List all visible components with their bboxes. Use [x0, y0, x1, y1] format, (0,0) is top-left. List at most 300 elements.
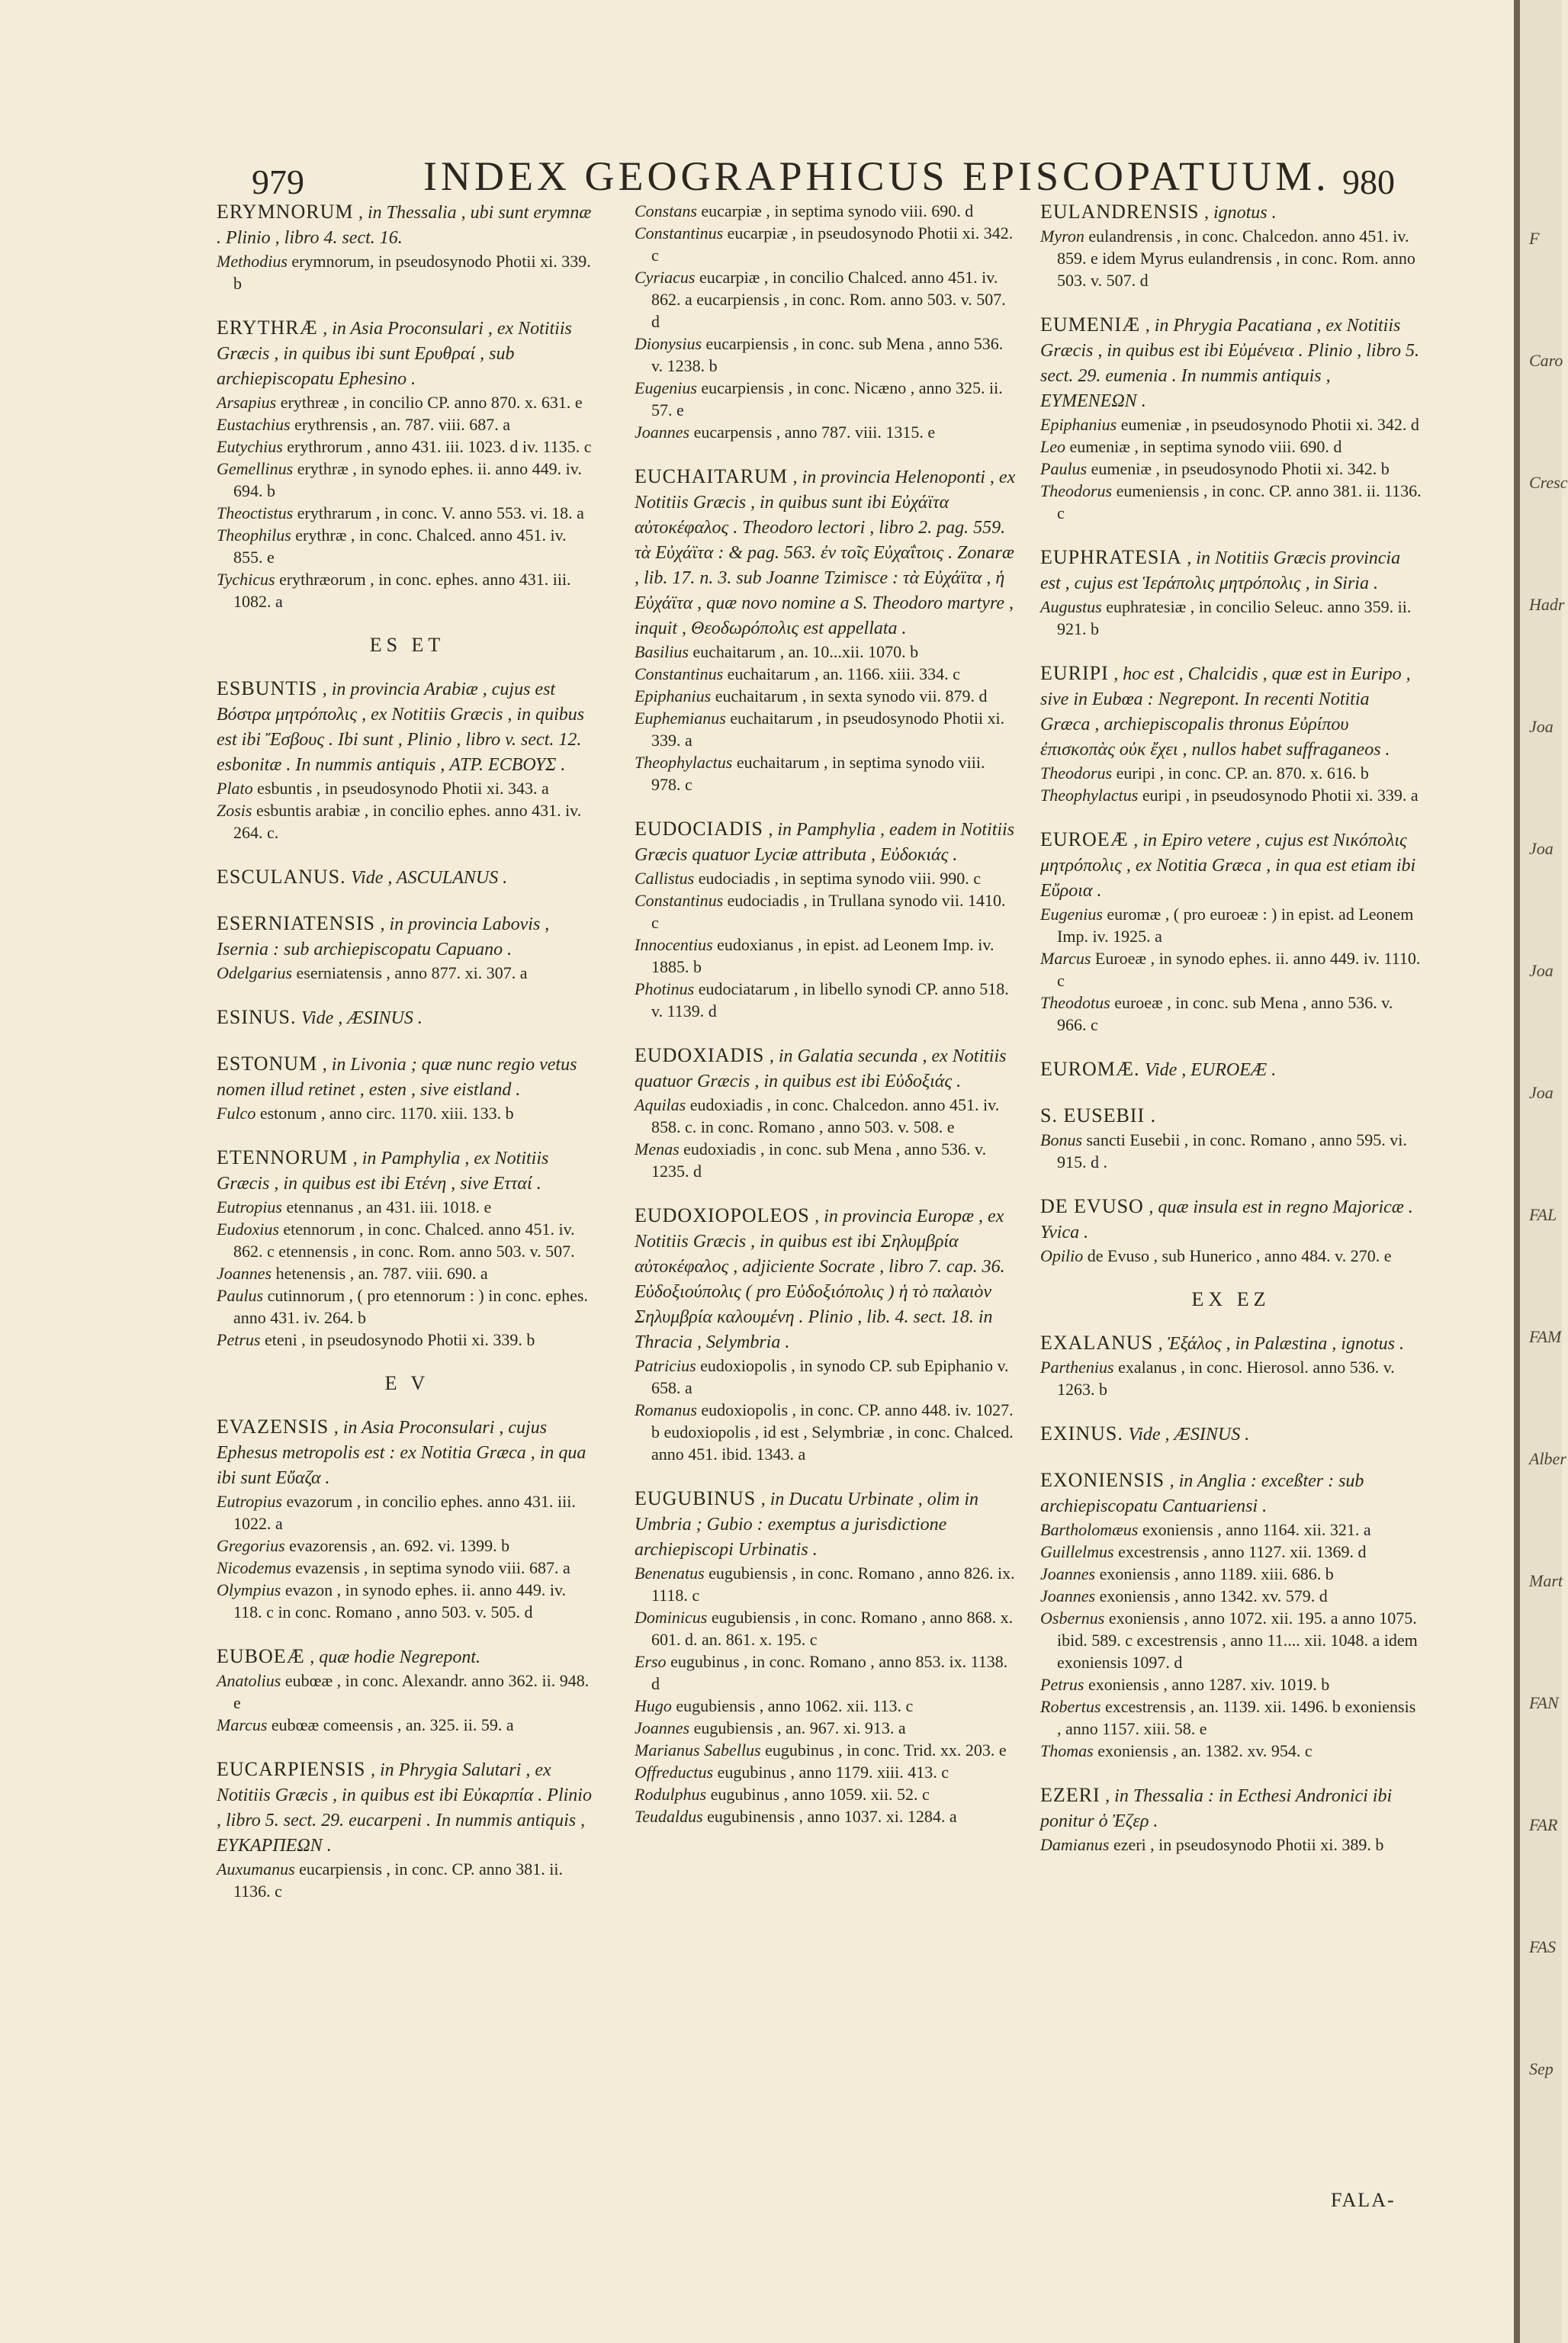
bishop-line [1040, 1563, 1422, 1585]
entry-heading [217, 200, 598, 250]
citation: eucarpiæ , in septima synodo viii. 690. d [701, 201, 974, 220]
section-letters: ES ET [369, 634, 445, 656]
index-entry [217, 1757, 598, 1902]
bishop-name: Olympius [217, 1580, 281, 1599]
see-name: ETENNORUM [217, 1146, 349, 1168]
see-name: EUBOEÆ [217, 1645, 305, 1667]
bishop-name: Paulus [1040, 459, 1088, 478]
entry-heading [1040, 1057, 1422, 1082]
see-name: EXONIENSIS [1040, 1469, 1165, 1491]
bishop-line [217, 1284, 598, 1329]
citation: eugubinensis , anno 1037. xi. 1284. a [707, 1807, 957, 1826]
bishop-name: Eutropius [217, 1492, 282, 1511]
bishop-line [635, 222, 1016, 266]
citation: eucarpiæ , in concilio Chalced. anno 451. iv. 862. a eucarpiensis , in conc. Rom. anno 503. v. 507. d [651, 268, 1006, 331]
bishop-name: Marcus [1040, 949, 1091, 968]
bishop-name: Theophylactus [635, 753, 733, 772]
see-description: , in Phrygia Salutari , ex Notitiis Græcis , in quibus est ibi Εὐκαρπία . Plinio , libro 5. sect. 29. eucarpeni . In nummis antiquis , ΕΥΚΑΡΠΕΩΝ . [217, 1760, 592, 1856]
bishop-name: Joannes [217, 1264, 272, 1283]
bishop-name: Nicodemus [217, 1558, 291, 1577]
bishop-line [635, 1562, 1016, 1606]
bishop-line [217, 1329, 598, 1351]
index-entry [635, 1486, 1016, 1827]
citation: eudoxiopolis , in conc. CP. anno 448. iv. 1027. b eudoxiopolis , id est , Selymbriæ , in conc. Chalced. anno 451. ibid. 1343. a [651, 1400, 1014, 1464]
citation: evazon , in synodo ephes. ii. anno 449. iv. 118. c in conc. Romano , anno 503. v. 505. d [233, 1580, 567, 1621]
bishop-line [635, 978, 1016, 1022]
citation: erythræ , in synodo ephes. ii. anno 449. iv. 694. b [233, 459, 582, 500]
facing-page-fragment: F [1529, 229, 1540, 248]
bishop-name: Theodorus [1040, 763, 1113, 783]
bishop-name: Bartholomæus [1040, 1520, 1139, 1539]
bishop-line [217, 458, 598, 502]
see-description: , in Galatia secunda , ex Notitiis quatuor Græcis , in quibus est ibi Εὐδοξιάς . [635, 1046, 1007, 1091]
bishop-line [635, 889, 1016, 934]
section-letters: EX EZ [1191, 1288, 1271, 1310]
see-name: ERYMNORUM [217, 201, 354, 223]
bishop-name: Arsapius [217, 393, 277, 412]
index-entry [1040, 1783, 1422, 1856]
see-description: , in Thessalia : in Ecthesi Andronici ibi ponitur ὁ Ἐζερ . [1040, 1786, 1393, 1831]
bishop-name: Leo [1040, 437, 1065, 456]
bishop-line [635, 1650, 1016, 1695]
bishop-name: Guillelmus [1040, 1542, 1114, 1561]
citation: euchaitarum , in septima synodo viii. 978. c [651, 753, 985, 794]
bishop-name: Patricius [635, 1356, 696, 1375]
see-name: EVAZENSIS [217, 1416, 329, 1438]
bishop-line [1040, 1585, 1422, 1607]
bishop-name: Odelgarius [217, 963, 292, 982]
index-entry [1040, 200, 1422, 291]
bishop-name: Menas [635, 1139, 680, 1159]
entry-heading [217, 1415, 598, 1490]
index-entry [1040, 828, 1422, 1036]
bishop-line [1040, 947, 1422, 992]
citation: eucarpiensis , in conc. Nicæno , anno 325. ii. 57. e [651, 378, 1003, 419]
bishop-line [635, 867, 1016, 889]
bishop-name: Basilius [635, 642, 689, 661]
bishop-name: Photinus [635, 979, 695, 998]
index-entry [635, 200, 1016, 443]
see-name: EUROMÆ. [1040, 1058, 1140, 1080]
bishop-line [1040, 1356, 1422, 1400]
citation: erymnorum, in pseudosynodo Photii xi. 339. b [233, 252, 591, 293]
index-entry [1040, 1057, 1422, 1082]
bishop-name: Benenatus [635, 1564, 705, 1583]
bishop-line [217, 391, 598, 413]
facing-page-fragment: Caro [1529, 351, 1563, 370]
see-description: , Ἐξάλος , in Palæstina , ignotus . [1158, 1334, 1404, 1354]
see-description: , in Asia Proconsulari , cujus Ephesus metropolis est : ex Notitia Græca , in qua ibi sunt Εὔαζα . [217, 1418, 586, 1488]
index-entry [1040, 313, 1422, 524]
bishop-line [1040, 762, 1422, 784]
bishop-line [217, 1196, 598, 1218]
see-name: ESERNIATENSIS [217, 912, 376, 934]
bishop-line [217, 1670, 598, 1714]
citation: eudociadis , in Trullana synodo vii. 1410. c [651, 891, 1006, 932]
facing-page-fragment: FAR [1529, 1815, 1558, 1834]
bishop-name: Fulco [217, 1104, 256, 1123]
bishop-name: Petrus [217, 1330, 261, 1349]
entry-heading [1040, 828, 1422, 903]
bishop-line [217, 502, 598, 524]
bishop-line [1040, 1607, 1422, 1673]
citation: ezeri , in pseudosynodo Photii xi. 389. b [1113, 1835, 1384, 1854]
bishop-line [1040, 1673, 1422, 1695]
citation: eucarpiæ , in pseudosynodo Photii xi. 342. c [651, 223, 1014, 265]
facing-page-fragment: FAM [1529, 1327, 1562, 1346]
bishop-line [635, 421, 1016, 443]
entry-heading [1040, 1783, 1422, 1834]
index-entry [217, 1005, 598, 1030]
bishop-name: Joannes [635, 1718, 690, 1737]
entry-heading [217, 316, 598, 391]
citation: euroeæ , in conc. sub Mena , anno 536. v. 966. c [1057, 993, 1393, 1034]
bishop-name: Euphemianus [635, 709, 726, 728]
bishop-name: Thomas [1040, 1741, 1094, 1760]
citation: euphratesiæ , in concilio Seleuc. anno 359. ii. 921. b [1057, 597, 1412, 638]
facing-page-fragment: Sep [1529, 2059, 1554, 2078]
bishop-line [635, 1761, 1016, 1783]
see-name: ESCULANUS. [217, 866, 346, 888]
see-description: , in Ducatu Urbinate , olim in Umbria ; Gubio : exemptus a jurisdictione archiepiscopi Urbinatis . [635, 1490, 979, 1560]
index-entry [635, 1204, 1016, 1465]
citation: eumeniæ , in septima synodo viii. 690. d [1069, 437, 1342, 456]
facing-page-fragment: Alber [1529, 1449, 1566, 1468]
see-name: EURIPI [1040, 662, 1109, 684]
bishop-name: Eutychius [217, 437, 283, 456]
index-entry [1040, 1468, 1422, 1762]
citation: eserniatensis , anno 877. xi. 307. a [296, 963, 528, 982]
bishop-name: Gregorius [217, 1536, 285, 1555]
bishop-name: Rodulphus [635, 1785, 707, 1804]
see-name: ESBUNTIS [217, 677, 318, 699]
bishop-name: Theophilus [217, 525, 291, 545]
citation: eucarpiensis , in conc. CP. anno 381. ii. 1136. c [233, 1859, 563, 1901]
citation: eucarpiensis , in conc. sub Mena , anno 536. v. 1238. b [651, 334, 1004, 375]
see-name: EUDOCIADIS [635, 818, 763, 840]
bishop-name: Gemellinus [217, 459, 294, 478]
bishop-line [1040, 596, 1422, 640]
citation: eugubiensis , in conc. Romano , anno 868. x. 601. d. an. 861. x. 195. c [651, 1608, 1014, 1649]
bishop-name: Eutropius [217, 1197, 282, 1216]
see-name: EULANDRENSIS [1040, 201, 1200, 223]
see-name: ESINUS. [217, 1006, 297, 1028]
see-description: , in Pamphylia , eadem in Notitiis Græcis quatuor Lyciæ attributa , Εὐδοκιάς . [635, 820, 1015, 865]
see-description: Vide , ÆSINUS . [301, 1008, 423, 1028]
book-gutter [1514, 0, 1520, 2343]
citation: eugubinus , in conc. Trid. xx. 203. e [765, 1740, 1007, 1760]
bishop-name: Epiphanius [1040, 415, 1117, 434]
entry-heading [217, 1005, 598, 1030]
bishop-line [635, 1399, 1016, 1465]
see-name: S. EUSEBII . [1040, 1104, 1157, 1127]
bishop-line [1040, 1740, 1422, 1762]
see-description: , in provincia Labovis , Isernia : sub archiepiscopatu Capuano . [217, 914, 550, 959]
see-name: EUCHAITARUM [635, 465, 789, 487]
see-name: ESTONUM [217, 1053, 318, 1075]
citation: exoniensis , anno 1189. xiii. 686. b [1099, 1564, 1334, 1583]
catchword: FALA- [1331, 2189, 1396, 2211]
bishop-name: Petrus [1040, 1675, 1084, 1694]
bishop-name: Parthenius [1040, 1358, 1114, 1377]
entry-heading [1040, 545, 1422, 596]
bishop-line [217, 1262, 598, 1284]
facing-page-fragment: FAL [1529, 1205, 1557, 1224]
facing-page-edge [1520, 0, 1568, 2343]
bishop-line [217, 1218, 598, 1262]
page-number-right: 980 [1342, 162, 1395, 201]
index-entry [1040, 1194, 1422, 1267]
citation: eucarpensis , anno 787. viii. 1315. e [693, 423, 936, 442]
citation: cutinnorum , ( pro etennorum : ) in conc. ephes. anno 431. iv. 264. b [233, 1286, 588, 1327]
entry-heading [635, 1486, 1016, 1562]
citation: eugubinus , anno 1179. xiii. 413. c [717, 1763, 949, 1782]
bishop-line [1040, 1129, 1422, 1173]
entry-heading [1040, 1468, 1422, 1519]
see-description: , quæ hodie Negrepont. [310, 1647, 481, 1667]
entry-heading [635, 1204, 1016, 1355]
running-title: INDEX GEOGRAPHICUS EPISCOPATUUM. [423, 153, 1330, 199]
index-entry [217, 677, 598, 844]
citation: erythreæ , in concilio CP. anno 870. x. 631. e [280, 393, 583, 412]
see-name: EXINUS. [1040, 1422, 1123, 1445]
index-entry [217, 911, 598, 984]
see-name: EUDOXIOPOLEOS [635, 1204, 810, 1226]
bishop-name: Joannes [1040, 1586, 1096, 1605]
bishop-line [1040, 458, 1422, 480]
bishop-line [635, 1138, 1016, 1182]
citation: sancti Eusebii , in conc. Romano , anno 595. vi. 915. d . [1057, 1130, 1407, 1172]
index-entry [217, 316, 598, 612]
bishop-line [217, 1858, 598, 1902]
bishop-line [217, 777, 598, 799]
entry-heading [635, 464, 1016, 641]
citation: de Evuso , sub Hunerico , anno 484. v. 270. e [1087, 1246, 1392, 1265]
entry-heading [1040, 1194, 1422, 1245]
citation: esbuntis arabiæ , in concilio ephes. anno 431. iv. 264. c. [233, 801, 582, 842]
bishop-line [217, 250, 598, 294]
bishop-line [1040, 1245, 1422, 1267]
bishop-name: Hugo [635, 1696, 672, 1715]
index-entry [217, 1146, 598, 1351]
citation: euchaitarum , an. 1166. xiii. 334. c [727, 664, 960, 683]
see-description: Vide , ASCULANUS . [351, 868, 508, 888]
see-description: , quæ insula est in regno Majoricæ . Yvica . [1040, 1197, 1413, 1242]
index-entry [1040, 1104, 1422, 1173]
bishop-line [635, 200, 1016, 222]
citation: eudoxiadis , in conc. Chalcedon. anno 451. iv. 858. c. in conc. Romano , anno 503. v. 508. e [651, 1095, 1000, 1136]
see-description: , in provincia Arabiæ , cujus est Βόστρα μητρόπολις , ex Notitiis Græcis , in quibus est ibi Ἔσβους . Ibi sunt , Plinio , libro v. sect. 12. esbonitæ . In nummis antiquis , ΑΤΡ. ΕСΒΟΥΣ . [217, 680, 585, 775]
citation: eumeniensis , in conc. CP. anno 381. ii. 1136. c [1057, 481, 1422, 522]
index-column-3 [1040, 200, 1422, 1877]
citation: eubœæ comeensis , an. 325. ii. 59. a [271, 1715, 514, 1734]
bishop-name: Epiphanius [635, 686, 712, 705]
see-description: , in Thessalia , ubi sunt erymnæ . Plinio , libro 4. sect. 16. [217, 203, 592, 248]
citation: Euroeæ , in synodo ephes. ii. anno 449. iv. 1110. c [1057, 949, 1421, 990]
citation: esbuntis , in pseudosynodo Photii xi. 343. a [257, 779, 549, 798]
entry-heading [217, 865, 598, 890]
bishop-name: Callistus [635, 869, 695, 888]
entry-heading [1040, 1331, 1422, 1356]
bishop-name: Plato [217, 779, 253, 798]
citation: erythrorum , anno 431. iii. 1023. d iv. 1135. c [287, 437, 592, 456]
bishop-line [217, 1714, 598, 1736]
see-name: EUCARPIENSIS [217, 1758, 366, 1780]
bishop-line [1040, 225, 1422, 291]
see-description: , in Epiro vetere , cujus est Νικόπολις μητρόπολις , ex Notitia Græca , in qua est etiam ibi Εὔροια . [1040, 831, 1416, 901]
bishop-line [217, 568, 598, 612]
bishop-name: Marcus [217, 1715, 268, 1734]
entry-heading [635, 1043, 1016, 1094]
bishop-name: Robertus [1040, 1697, 1101, 1716]
citation: etennanus , an 431. iii. 1018. e [286, 1197, 492, 1216]
citation: erythræ , in conc. Chalced. anno 451. iv. 855. e [233, 525, 567, 567]
entry-heading [217, 1052, 598, 1102]
bishop-name: Paulus [217, 1286, 264, 1305]
index-entry [217, 1415, 598, 1623]
bishop-line [635, 1805, 1016, 1827]
bishop-line [635, 377, 1016, 421]
citation: eudoxiopolis , in synodo CP. sub Epiphanio v. 658. a [651, 1356, 1009, 1397]
entry-heading [217, 1757, 598, 1858]
facing-page-fragment: FAN [1529, 1693, 1559, 1712]
bishop-name: Osbernus [1040, 1609, 1105, 1628]
citation: exoniensis , anno 1342. xv. 579. d [1099, 1586, 1328, 1605]
bishop-line [635, 266, 1016, 333]
citation: erythrensis , an. 787. viii. 687. a [294, 415, 510, 434]
see-description: , in Phrygia Pacatiana , ex Notitiis Græcis , in quibus est ibi Εὐμένεια . Plinio , libro 5. sect. 29. eumenia . In nummis antiquis , ΕΥΜΕΝΕΩΝ . [1040, 316, 1420, 411]
entry-heading [217, 911, 598, 962]
bishop-name: Augustus [1040, 597, 1102, 616]
see-description: , in provincia Europæ , ex Notitiis Græcis , in quibus est ibi Σηλυμβρία αὐτοκέφαλος , adjiciente Socrate , libro 7. cap. 36. Εὐδοξιούπολις ( pro Εὐδοξιόπολις ) ἡ τὸ παλαιὸν Σηλυμβρία καλουμένη . Plinio , lib. 4. sect. 18. in Thracia , Selymbria . [635, 1207, 1005, 1352]
bishop-name: Constantinus [635, 223, 724, 243]
citation: eugubiensis , an. 967. xi. 913. a [693, 1718, 906, 1737]
citation: exoniensis , anno 1072. xii. 195. a anno 1075. ibid. 589. c excestrensis , anno 11.... xii. 1048. a idem exoniensis 1097. d [1057, 1609, 1418, 1672]
citation: exalanus , in conc. Hierosol. anno 536. v. 1263. b [1057, 1358, 1395, 1399]
bishop-line [635, 333, 1016, 377]
index-entry [1040, 1422, 1422, 1447]
bishop-name: Aquilas [635, 1095, 686, 1114]
citation: estonum , anno circ. 1170. xiii. 133. b [259, 1104, 514, 1123]
citation: excestrensis , anno 1127. xii. 1369. d [1118, 1542, 1367, 1561]
citation: eumeniæ , in pseudosynodo Photii xi. 342. d [1120, 415, 1419, 434]
citation: exoniensis , anno 1164. xii. 321. a [1142, 1520, 1371, 1539]
bishop-name: Bonus [1040, 1130, 1082, 1149]
bishop-name: Myron [1040, 227, 1084, 246]
bishop-line [635, 1783, 1016, 1805]
index-entry [635, 1043, 1016, 1182]
bishop-line [1040, 992, 1422, 1036]
bishop-name: Theoctistus [217, 503, 294, 522]
bishop-line [217, 435, 598, 458]
entry-heading [217, 677, 598, 777]
see-description: , hoc est , Chalcidis , quæ est in Euripo , sive in Eubœa : Negrepont. In recenti Notitia Græca , archiepiscopalis thronus Εὐρίπου ἐπισκοπὰς οὐκ ἔχει , nullos habet suffraganeos . [1040, 664, 1411, 760]
see-name: EXALANUS [1040, 1332, 1154, 1354]
citation: eudociadis , in septima synodo viii. 990. c [698, 869, 982, 888]
index-entry [1040, 1331, 1422, 1400]
page-number-left: 979 [252, 162, 304, 201]
bishop-name: Offreductus [635, 1763, 714, 1782]
bishop-line [635, 1695, 1016, 1717]
entry-heading [1040, 661, 1422, 762]
bishop-name: Erso [635, 1652, 667, 1671]
citation: erythræorum , in conc. ephes. anno 431. iii. 1082. a [233, 570, 571, 611]
citation: euripi , in pseudosynodo Photii xi. 339. a [1142, 786, 1419, 805]
bishop-line [1040, 784, 1422, 806]
bishop-line [635, 641, 1016, 663]
see-name: EUROEÆ [1040, 828, 1129, 850]
citation: euchaitarum , in sexta synodo vii. 879. d [715, 686, 988, 705]
see-description: , ignotus . [1203, 203, 1277, 223]
bishop-line [217, 799, 598, 844]
citation: eudoxianus , in epist. ad Leonem Imp. iv. 1885. b [651, 935, 994, 976]
citation: eugubinus , in conc. Romano , anno 853. ix. 1138. d [651, 1652, 1008, 1693]
see-description: Vide , ÆSINUS . [1128, 1425, 1250, 1445]
see-description: , in Livonia ; quæ nunc regio vetus nomen illud retinet , esten , sive eistland . [217, 1055, 577, 1100]
index-entry [217, 1052, 598, 1124]
bishop-name: Cyriacus [635, 268, 696, 287]
bishop-line [217, 524, 598, 568]
bishop-line [635, 1606, 1016, 1650]
bishop-name: Theodotus [1040, 993, 1110, 1012]
see-description: , in Asia Proconsulari , ex Notitiis Græcis , in quibus ibi sunt Ερυθραί , sub archiepiscopatu Ephesino . [217, 319, 572, 389]
citation: exoniensis , anno 1287. xiv. 1019. b [1088, 1675, 1330, 1694]
citation: evazorum , in concilio ephes. anno 431. iii. 1022. a [233, 1492, 576, 1533]
bishop-name: Theodorus [1040, 481, 1113, 500]
bishop-line [635, 707, 1016, 751]
entry-heading [1040, 200, 1422, 225]
entry-heading [635, 817, 1016, 867]
bishop-line [1040, 1695, 1422, 1740]
bishop-name: Eugenius [635, 378, 697, 397]
bishop-line [635, 1355, 1016, 1399]
bishop-name: Romanus [635, 1400, 697, 1419]
entry-heading [1040, 1422, 1422, 1447]
citation: evazensis , in septima synodo viii. 687. a [295, 1558, 570, 1577]
citation: erythrarum , in conc. V. anno 553. vi. 18. a [297, 503, 584, 522]
bishop-line [1040, 1834, 1422, 1856]
see-name: EUMENIÆ [1040, 313, 1141, 336]
bishop-name: Methodius [217, 252, 288, 271]
index-entry [635, 817, 1016, 1022]
facing-page-fragment: Joa [1529, 1083, 1554, 1102]
bishop-line [217, 1579, 598, 1623]
bishop-name: Constans [635, 201, 697, 220]
see-description: , in Anglia : exceßter : sub archiepiscopatu Cantuariensi . [1040, 1471, 1364, 1516]
bishop-line [1040, 903, 1422, 947]
index-entry [1040, 545, 1422, 640]
index-entry [635, 464, 1016, 795]
index-column-1 [217, 200, 598, 1924]
bishop-line [1040, 480, 1422, 524]
facing-page-fragment: Joa [1529, 839, 1554, 858]
citation: eugubiensis , in conc. Romano , anno 826. ix. 1118. c [651, 1564, 1015, 1605]
bishop-line [1040, 1541, 1422, 1563]
bishop-name: Marianus Sabellus [635, 1740, 761, 1760]
see-name: EUPHRATESIA [1040, 546, 1182, 568]
bishop-line [635, 1717, 1016, 1739]
facing-page-fragment: Hadr [1529, 595, 1565, 614]
citation: eulandrensis , in conc. Chalcedon. anno 451. iv. 859. e idem Myrus eulandrensis , in conc. Rom. anno 503. v. 507. d [1057, 227, 1415, 290]
citation: hetenensis , an. 787. viii. 690. a [275, 1264, 488, 1283]
citation: eugubiensis , anno 1062. xii. 113. c [676, 1696, 914, 1715]
bishop-name: Zosis [217, 801, 252, 820]
bishop-name: Constantinus [635, 664, 724, 683]
bishop-name: Innocentius [635, 935, 713, 954]
bishop-line [217, 1535, 598, 1557]
citation: evazorensis , an. 692. vi. 1399. b [289, 1536, 510, 1555]
see-description: , in provincia Helenoponti , ex Notitiis Græcis , in quibus sunt ibi Εὐχάϊτα αὐτοκέφαλος . Theodoro lectori , libro 2. pag. 559. τὰ Εὐχάϊτα : & pag. 563. ἐν τοῖς Εὐχαΐτοις . Zonaræ , lib. 17. n. 3. sub Joanne Tzimisce : τὰ Εὐχάϊτα , ἡ Εὐχάϊτα , quæ novo nomine a S. Theodoro martyre , inquit , Θεοδωρόπολις est appellata . [635, 468, 1016, 638]
